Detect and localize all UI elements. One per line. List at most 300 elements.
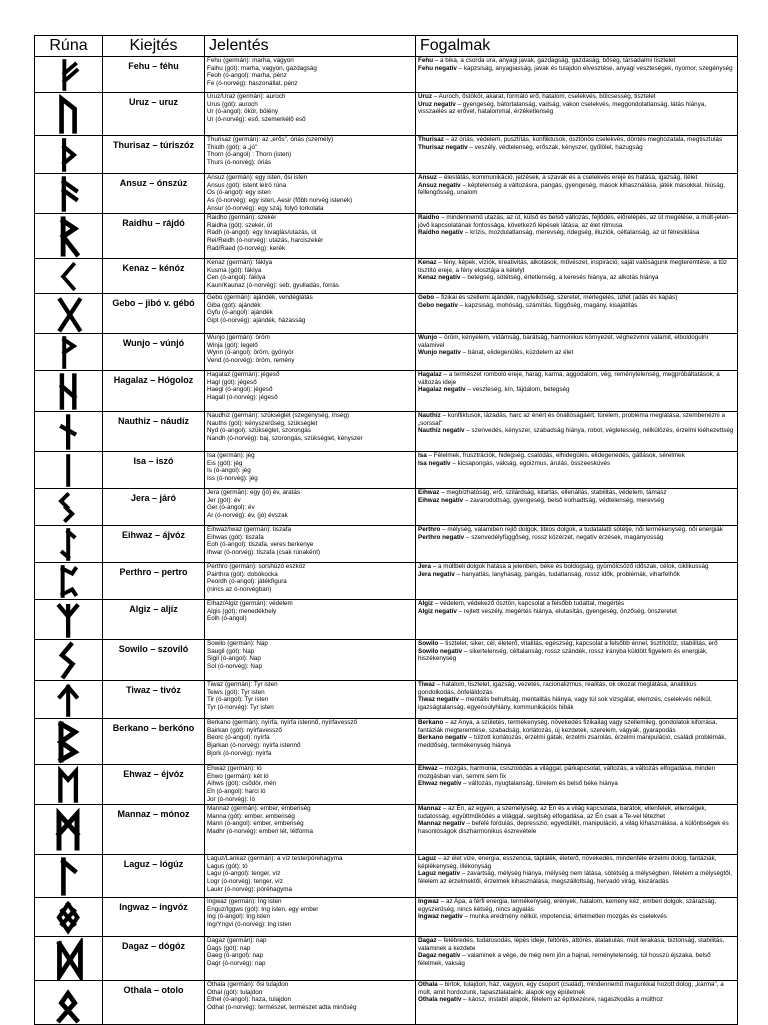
rune-cell <box>35 412 103 452</box>
concepts-cell <box>416 898 738 937</box>
meaning-line: Ansus (gót): istent leíró rúna <box>207 181 287 189</box>
rune-cell <box>35 489 103 526</box>
concepts-cell <box>416 937 738 981</box>
meaning-line: Mann (ó-angol): ember, emberiség <box>207 820 304 828</box>
rune-cell <box>35 600 103 640</box>
header-runa: Rúna <box>35 36 103 57</box>
pronunciation-cell: Mannaz – mónoz <box>103 805 205 855</box>
rune-table-sheet <box>34 35 737 1025</box>
concept-negative: Kenaz negatív – betegség, sötétség, értetlenség, a keresés hiánya, az alkotás hiánya <box>418 274 659 282</box>
concept-positive: Kenaz – fény, képek, víziók, kreativitás, alkotások, művészet, inspiráció, saját valóságunk megteremtése, a tűz tisztító ereje, a fény elosztája a kételyt <box>418 259 727 274</box>
meaning-line: Faihu (gót): marha, vagyon, gazdagság <box>207 64 317 72</box>
pronunciation-cell: Uruz – uruz <box>103 93 205 136</box>
meaning-line: Madhr (ó-norvég): emberi lét, létforma <box>207 827 314 835</box>
meaning-line: Ansur (ó-norvég): egy száj, folyó torkolata <box>207 204 324 212</box>
gebo-rune-icon <box>35 295 102 333</box>
meaning-line: Laguz/Lankaz (germán): a víz teste/pórehagyma <box>207 855 343 862</box>
meaning-line: Ehwaz (germán): ló <box>207 765 262 772</box>
meaning-line: Wunjo (germán): öröm <box>207 334 270 341</box>
table-row <box>35 937 738 981</box>
meaning-line: Ehwo (germán): két ló <box>207 772 269 780</box>
concept-negative: Sowilo negatív – sikertelenség, céltalanság, rossz szándék, rossz irányba küldött figyelem és energiák, hiszékenység <box>418 647 708 663</box>
meaning-line: Sowilo (germán): Nap <box>207 640 268 647</box>
dagaz-rune-icon <box>35 938 102 980</box>
table-row <box>35 412 738 452</box>
concept-negative: Raidho negatív – krízis, mozdulatlanság, merevség, ridegség, illuziók, céltalanság, az út félresiklása <box>418 229 700 237</box>
concepts-cell <box>416 600 738 640</box>
pronunciation-cell: Nauthiz – náudíz <box>103 412 205 452</box>
pronunciation-cell: Jera – járó <box>103 489 205 526</box>
rune-cell <box>35 937 103 981</box>
header-jelentes: Jelentés <box>205 36 416 57</box>
concept-negative: Othala negatív – káosz, instabil alapok, félelem az építkezésre, ragaszkodás a múlthoz <box>418 996 663 1004</box>
meaning-cell <box>205 489 416 526</box>
pronunciation-cell: Kenaz – kénóz <box>103 259 205 294</box>
table-row <box>35 93 738 136</box>
meaning-line: Raidha (gót): szekér, út <box>207 221 273 229</box>
meaning-line: Jor (ó-norvég): ló <box>207 795 255 803</box>
meaning-cell <box>205 719 416 765</box>
meaning-line: Eis (gót): jég <box>207 459 243 467</box>
table-row <box>35 489 738 526</box>
rune-cell <box>35 681 103 719</box>
concept-positive: Nauthiz – konfliktusok, lázadás, harc az énért és önállóságáért, türelem, probléma meglátása, szembenézni a „sorssal" <box>418 412 725 427</box>
meaning-cell <box>205 259 416 294</box>
othala-rune-icon <box>35 982 102 1024</box>
table-row <box>35 600 738 640</box>
meaning-line: Ur (ó-angol): ökör, bölény <box>207 108 279 116</box>
concept-positive: Uruz – Auroch, őstökör, akarat, formáló erő, hatalom, cselekvés, bölcsesség, tisztelet <box>418 93 656 100</box>
meaning-line: Thurs (ó-norvég): óriás <box>207 158 272 166</box>
concepts-cell <box>416 681 738 719</box>
meaning-cell <box>205 371 416 412</box>
meaning-line: Eoh (ó-angol): tiszafa, veres berkenye <box>207 541 314 549</box>
header-kiejtes: Kiejtés <box>103 36 205 57</box>
concept-positive: Eihwaz – megbízhatóság, erő, szilárdság, kitartás, ellenállás, stabilitás, védelem, támasz <box>418 489 667 496</box>
meaning-line: Tir (ó-angol): Tyr isten <box>207 696 269 704</box>
concept-positive: Algiz – védelem, védekező ösztön, kapcsolat a felsőbb tudattal, megértés <box>418 600 625 607</box>
table-row <box>35 259 738 294</box>
pronunciation-cell: Isa – iszó <box>103 452 205 489</box>
meaning-cell <box>205 294 416 334</box>
pronunciation-cell: Tiwaz – tivóz <box>103 681 205 719</box>
meaning-line: Feoh (ó-angol): marha, pénz <box>207 72 287 80</box>
meaning-cell <box>205 981 416 1025</box>
meaning-cell <box>205 93 416 136</box>
meaning-line: Giba (gót): ajándék <box>207 301 261 309</box>
ingwaz-rune-icon <box>35 899 102 936</box>
concept-negative: Gebo negatív – kapzsiság, mohóság, számítás, függőség, magány, kisajátítás <box>418 301 638 309</box>
rune-cell <box>35 57 103 93</box>
table-row <box>35 57 738 93</box>
meaning-line: Lagu (ó-angol): tenger, víz <box>207 870 281 878</box>
concept-positive: Isa – Félelmek, frusztrációk, hidegség, csalódás, elhidegülés, elidegenedés, gátlások, sérelmek <box>418 452 685 459</box>
concept-negative: Isa negatív – kicsapongás, vakság, egoizmus, árulás, összeesküvés <box>418 459 611 467</box>
concept-negative: Jera negatív – hanyatlás, lanyhaság, pangás, tudatlanság, rossz idők, problémák, viharfelhők <box>418 570 680 578</box>
meaning-line: Raidho (germán): szekér <box>207 214 277 221</box>
meaning-line: Kenaz (germán): fáklya <box>207 259 273 266</box>
pronunciation-cell: Gebo – jibó v. gébó <box>103 294 205 334</box>
pronunciation-cell: Othala – otolo <box>103 981 205 1025</box>
rune-cell <box>35 214 103 259</box>
rune-cell <box>35 136 103 174</box>
meaning-line: Berkano (germán): nyírfa, nyírfa istennő, nyírfavessző <box>207 719 358 726</box>
meaning-line: Jer (gót): év <box>207 496 241 504</box>
meaning-line: Eihwaz/Iwaz (germán): tiszafa <box>207 526 291 533</box>
meaning-line: Bairkan (gót): nyírfavessző <box>207 726 282 734</box>
pronunciation-cell: Thurisaz – túriszóz <box>103 136 205 174</box>
meaning-line: Iss (ó-norvég): jég <box>207 474 258 482</box>
meaning-line: Thorn (ó-angol) : Thorn (isten) <box>207 151 292 159</box>
concepts-cell <box>416 214 738 259</box>
rune-cell <box>35 855 103 898</box>
table-row <box>35 805 738 855</box>
concepts-cell <box>416 294 738 334</box>
rune-cell <box>35 526 103 563</box>
table-row <box>35 174 738 214</box>
ehwaz-rune-icon <box>35 766 102 804</box>
pronunciation-cell: Sowilo – szovíló <box>103 640 205 681</box>
meaning-cell <box>205 681 416 719</box>
meaning-line: Logr (ó-norvég): tenger, víz <box>207 877 283 885</box>
table-row <box>35 136 738 174</box>
concept-negative: Eihwaz negatív – zavarodottság, gyengeség, belső korhadtság, védtelenség, merevség <box>418 496 665 504</box>
table-row <box>35 640 738 681</box>
pronunciation-cell: Laguz – lógúz <box>103 855 205 898</box>
meaning-line: Gipt (ó-norvég): ajándék, házasság <box>207 316 306 324</box>
meaning-line: Saugil (gót): Nap <box>207 647 255 655</box>
meaning-line: Othala (germán): ősi tulajdon <box>207 981 289 988</box>
header-fogalmak: Fogalmak <box>416 36 738 57</box>
meaning-line: Os (ó-angol): egy isten <box>207 189 271 197</box>
meaning-line: Hagalaz (germán): jégeső <box>207 371 280 378</box>
kenaz-rune-icon <box>35 260 102 293</box>
hagalaz-rune-icon <box>35 372 102 411</box>
table-row <box>35 452 738 489</box>
meaning-line: Manna (gót): ember, emberiség <box>207 812 295 820</box>
pronunciation-cell: Dagaz – dógóz <box>103 937 205 981</box>
meaning-line: Enguz/Iggws (gót): Ing isten, egy ember <box>207 905 319 913</box>
concepts-cell <box>416 412 738 452</box>
nauthiz-rune-icon <box>35 413 102 451</box>
meaning-line: Thurisaz (germán): az „erős", óriás (személy) <box>207 136 334 143</box>
meaning-line: Eihwas (gót): tiszafa <box>207 533 264 541</box>
rune-cell <box>35 174 103 214</box>
meaning-line: Sigil (ó-angol): Nap <box>207 655 261 663</box>
concept-negative: Nauthiz negatív – szenvedés, kényszer, szabadság hiánya, robot, végletesség, nélkülözés, érzelmi kiéhezettség <box>418 427 734 435</box>
meaning-line: Algis (gót): menedékhely <box>207 607 277 615</box>
pronunciation-cell: Perthro – pertro <box>103 563 205 600</box>
algiz-rune-icon <box>35 601 102 639</box>
meaning-cell <box>205 452 416 489</box>
table-row <box>35 294 738 334</box>
concept-negative: Uruz negatív – gyengeség, bátortalanság, vadság, vakon cselekvés, meggondolatlanság, látás hiánya, visszaélés az erővel, hatalommal, érzéketlenség <box>418 100 707 116</box>
meaning-line: Ing (ó-angol): Ing isten <box>207 913 271 921</box>
meaning-line: Ingwaz (germán): Ing isten <box>207 898 282 905</box>
meaning-cell <box>205 214 416 259</box>
concepts-cell <box>416 334 738 371</box>
laguz-rune-icon <box>35 856 102 897</box>
concept-positive: Thurisaz – az óriás, védelem, pusztítás, konfliktusok, ösztönös cselekvés, döntés meghozatala, megtisztulás <box>418 136 723 143</box>
concept-negative: Hagalaz negatív – veszteség, kín, fájdalom, betegség <box>418 386 570 394</box>
meaning-cell <box>205 898 416 937</box>
pronunciation-cell: Ansuz – ónszúz <box>103 174 205 214</box>
meaning-line: Naudhiz (germán): szükséglet (szegénység, ínség) <box>207 412 350 419</box>
rune-cell <box>35 640 103 681</box>
meaning-line: Peordh (ó-angol): játékfigura <box>207 578 287 586</box>
rune-cell <box>35 719 103 765</box>
concepts-cell <box>416 57 738 93</box>
perthro-rune-icon <box>35 564 102 599</box>
table-header-row <box>35 36 738 57</box>
concepts-cell <box>416 259 738 294</box>
meaning-line: Wynn (ó-angol): öröm, gyönyör <box>207 349 294 357</box>
concept-negative: Berkano negatív – túlzott korlátozás, érzelmi gátak, érzelmi zsarolás, érzelmi manipuláció, családi problémák, meddőség, termékenység hiánya <box>418 734 727 749</box>
raidhu-rune-icon <box>35 215 102 258</box>
meaning-line: Dags (gót): nap <box>207 944 251 952</box>
meaning-line: Bjork (ó-norvég): nyírfa <box>207 749 272 757</box>
concept-negative: Tiwaz negatív – mentális behultság, mentalitás hiánya, vagy túl sok vizsgálat, elemzés, cselekvés nélkül, igazságtalanság, egyensúlyhiány, kommunikációs hibák <box>418 696 712 711</box>
meaning-line: Haegl (ó-angol): jégeső <box>207 386 273 394</box>
meaning-line: Tyr (ó-norvég): Tyr isten <box>207 703 274 711</box>
meaning-line: Ing/Yngvi (ó-norvég): Ing isten <box>207 920 292 928</box>
rune-cell <box>35 259 103 294</box>
meaning-line: Ihwar (ó-norvég): tiszafa (csak rúnaként) <box>207 548 321 556</box>
meaning-cell <box>205 855 416 898</box>
concepts-cell <box>416 452 738 489</box>
concepts-cell <box>416 489 738 526</box>
concept-positive: Berkano – az Anya, a születés, termékenység, növekedés fizikailag vagy szellemileg, gondolatok kiforrása, fantáziák megteremtése, szabadság, korlátozás, új kezdetek, szerelem, vágyak, gyarapodás <box>418 719 718 734</box>
fehu-rune-icon <box>35 58 102 92</box>
meaning-line: Hagl (gót): jégeső <box>207 378 257 386</box>
rune-cell <box>35 334 103 371</box>
meaning-line: Odhal (ó-norvég): természet, természet adta minőség <box>207 1003 357 1011</box>
tiwaz-rune-icon <box>35 682 102 718</box>
uruz-rune-icon <box>35 94 102 135</box>
concept-negative: Algiz negatív – rejtett veszély, megértés hiánya, elutasítás, gyengeség, önzőség, önszeretet <box>418 607 677 615</box>
concept-positive: Mannaz – az Én, az egyén, a személyiség, az Én és a világ kapcsolata, barátok, ellenfelek, ellenségek, tudatosság, együttműködés a világgal, segítség elfogadása, az Én csak a Te-vel létezhet <box>418 805 707 820</box>
table-row <box>35 371 738 412</box>
meaning-line: Ur (ó-norvég): eső, szemerkélő eső <box>207 115 306 123</box>
meaning-line: Eolh (ó-angol) <box>207 615 247 623</box>
meaning-cell <box>205 805 416 855</box>
meaning-line: Kusma (gót): fáklya <box>207 266 262 274</box>
pronunciation-cell: Fehu – féhu <box>103 57 205 93</box>
concept-negative: Fehu negatív – kapzsiság, anyagiasság, javak és tulajdon elvesztése, anyagi veszteségek, nyomor, szegénység <box>418 64 733 72</box>
meaning-line: Thiuth (gót): a „jó" <box>207 143 258 151</box>
meaning-line: Cen (ó-angol): fáklya <box>207 274 266 282</box>
table-row <box>35 681 738 719</box>
ansuz-rune-icon <box>35 175 102 213</box>
meaning-line: Rad/Raed (ó-norvég): kerék <box>207 244 286 252</box>
meaning-line: Nyd (ó-angol): szükséglet, szorongás <box>207 427 311 435</box>
table-row <box>35 765 738 805</box>
concepts-cell <box>416 563 738 600</box>
rune-cell <box>35 805 103 855</box>
meaning-cell <box>205 640 416 681</box>
meaning-line: Isa (germán): jég <box>207 452 255 459</box>
meaning-line: Pairthra (gót): dobókocka <box>207 570 278 578</box>
meaning-line: Perthro (germán): sorshúzó eszköz <box>207 563 306 570</box>
concept-negative: Dagaz negatív – valaminek a vége, de még nem jön a hajnal, reménytelenség, túl hosszú éjszaka, belső félelmek, vakság <box>418 952 711 967</box>
concept-negative: Perthro negatív – szenvedélyfüggőség, rossz közérzet, negatív érzések, magányosság <box>418 533 664 541</box>
meaning-line: Dagr (ó-norvég): nap <box>207 959 266 967</box>
meaning-cell <box>205 412 416 452</box>
rune-cell <box>35 765 103 805</box>
concepts-cell <box>416 174 738 214</box>
meaning-line: Nandh (ó-norvég): baj, szorongás, szükséglet, kényszer <box>207 434 363 442</box>
meaning-line: Nauths (gót): kényszerűség, szükséglet <box>207 419 318 427</box>
concepts-cell <box>416 371 738 412</box>
concepts-cell <box>416 981 738 1025</box>
meaning-line: Lagus (gót): tó <box>207 862 248 870</box>
rune-cell <box>35 563 103 600</box>
concept-positive: Hagalaz – a természet romboló ereje, harag, karma, aggodalom, vég, reménytelenség, megpróbáltatások, a változás ideje <box>418 371 720 386</box>
meaning-line: Jera (germán): egy (jó) év, aratás <box>207 489 300 496</box>
meaning-cell <box>205 765 416 805</box>
concept-positive: Ingwaz – az Apa, a férfi energia, termékenység, erények, hatalom, kemény kéz, emberi dolgok, szárazság, egyszerűség, nincs kétség, nincs agyalás <box>418 898 717 913</box>
table-row <box>35 214 738 259</box>
concept-negative: Thurisaz negatív – veszély, védtelenség, erőszak, kényszer, gyűlölet, hazugság <box>418 143 643 151</box>
meaning-line: Sol (ó-norvég): Nap <box>207 662 262 670</box>
eihwaz-rune-icon <box>35 527 102 562</box>
concepts-cell <box>416 93 738 136</box>
concept-positive: Ehwaz – mozgás, harmonia, csiszolódás a világgal, párkapcsolat, változás, a változás elfogadása, minden mozgásban van, semmi sem fix <box>418 765 716 780</box>
meaning-line: Ethel (ó-angol): haza, tulajdon <box>207 996 292 1004</box>
table-row <box>35 981 738 1025</box>
pronunciation-cell: Ingwaz – ingvóz <box>103 898 205 937</box>
meaning-line: Ansuz (germán): egy isten, ősi isten <box>207 174 308 181</box>
meaning-cell <box>205 57 416 93</box>
thurisaz-rune-icon <box>35 137 102 173</box>
concept-positive: Ansuz – éleslátás, kommunikáció, jelzések, a szavak és a cselekvés ereje és hatása, igazság, ítélet <box>418 174 698 181</box>
rune-cell <box>35 371 103 412</box>
meaning-cell <box>205 526 416 563</box>
meaning-line: Hagall (ó-norvég): jégeső <box>207 393 278 401</box>
meaning-cell <box>205 136 416 174</box>
meaning-line: Winja (gót): legelő <box>207 341 258 349</box>
concept-negative: Ingwaz negatív – munka eredmény nélkül, impotencia, értelmetlen mozgás és cselekvés <box>418 913 667 921</box>
rune-cell <box>35 294 103 334</box>
rune-cell <box>35 452 103 489</box>
meaning-line: Urus (gót): auroch <box>207 100 258 108</box>
meaning-line: Laukr (ó-norvég): póréhagyma <box>207 885 293 893</box>
concept-positive: Jera – a múltbeli dolgok hatása a jelenben, béke és boldogság, gyümölcsöző időszak, célok, ciklikusság <box>418 563 709 570</box>
meaning-line: (nincs az ó-norvégban) <box>207 585 272 593</box>
meaning-cell <box>205 937 416 981</box>
pronunciation-cell: Berkano – berkóno <box>103 719 205 765</box>
wunjo-rune-icon <box>35 335 102 370</box>
pronunciation-cell: Algiz – aljíz <box>103 600 205 640</box>
meaning-cell <box>205 600 416 640</box>
table-row <box>35 334 738 371</box>
meaning-line: Gebo (germán): ajándék, vendéglátás <box>207 294 313 301</box>
meaning-cell <box>205 174 416 214</box>
meaning-line: Fehu (germán): marha, vagyon <box>207 57 294 64</box>
meaning-line: Aihws (gót): csődör, mén <box>207 780 277 788</box>
table-row <box>35 526 738 563</box>
concept-negative: Ansuz negatív – képtelenség a változásra, pangás, gyengeség, mások kihasználása, játék másokkal, hiúság, fellengősség, unalom <box>418 181 725 197</box>
meaning-line: Kaun/Kaunaz (ó-norvég): seb, gyulladás, forrás <box>207 281 339 289</box>
concept-positive: Sowilo – tisztelet, siker, cél, életerő, vitalitás, egészség, kapcsolat a felsőbb énnel, tisztítótűz, stabilitás, erő <box>418 640 718 647</box>
pronunciation-cell: Raidhu – rájdó <box>103 214 205 259</box>
rune-cell <box>35 898 103 937</box>
meaning-line: Uruz/Uraz (germán): auroch <box>207 93 286 100</box>
meaning-line: Is (ó-angol): jég <box>207 467 251 475</box>
concept-positive: Dagaz – felébredés, tudatosodás, lépés ideje, feltörés, áttörés, átalakulás, múlt lerakása, biztonság, stabilitás, valaminek a kezdete <box>418 937 725 952</box>
sowilo-rune-icon <box>35 641 102 680</box>
concepts-cell <box>416 719 738 765</box>
concept-positive: Wunjo – öröm, kényelem, vidámság, barátság, harmonikus környezet, véghezvinni valamit, elboldogulni valamivel <box>418 334 709 349</box>
pronunciation-cell: Wunjo – vúnjó <box>103 334 205 371</box>
concept-positive: Laguz – az élet vize, energia, esszencia, táplálék, életerő, növekedés, mindenféle érzelmi dolog, fantáziák, képlékenység, illékonyság <box>418 855 717 870</box>
pronunciation-cell: Hagalaz – Hógoloz <box>103 371 205 412</box>
meaning-line: Radh (ó-angol): egy lovaglás/utazás, út <box>207 229 317 237</box>
meaning-line: Rei/Reidh (ó-norvég): utazás, harciszekér <box>207 236 324 244</box>
meaning-line: Eh (ó-angol): harci ló <box>207 787 266 795</box>
table-row <box>35 898 738 937</box>
jera-rune-icon <box>35 490 102 525</box>
concepts-cell <box>416 855 738 898</box>
meaning-line: Teiws (gót): Tyr isten <box>207 688 265 696</box>
table-row <box>35 855 738 898</box>
concepts-cell <box>416 640 738 681</box>
meaning-line: Daeg (ó-angol): nap <box>207 952 264 960</box>
concept-positive: Fehu – a bika, a csorda ura, anyagi javak, gazdagság, gazdaság, bőség, társadalmi tisztelet <box>418 57 676 64</box>
meaning-line: Othal (gót): tulajdon <box>207 988 263 996</box>
meaning-line: Bjarkan (ó-norvég): nyírfa istennő <box>207 741 301 749</box>
concept-positive: Othala – birtok, tulajdon, ház, vagyon, egy csoport (család), mindennemű magunkkal hozott dolog, „karma", a múlt, amit hordozunk, tapasztalataink, alapok egy épületnek <box>418 981 724 996</box>
meaning-line: Beorc (ó-angol): nyírfa <box>207 734 270 742</box>
concept-negative: Ehwaz negatív – változás, nyugtalanság, türelem és belső béke hiánya <box>418 780 618 788</box>
meaning-line: Elhaz/Algiz (germán): védelem <box>207 600 293 607</box>
meaning-line: Ar (ó-norvég): év, (jó) évszak <box>207 511 288 519</box>
meaning-cell <box>205 334 416 371</box>
pronunciation-cell: Ehwaz – éjvóz <box>103 765 205 805</box>
concept-positive: Tiwaz – hatalom, tisztelet, igazság, vezetés, racionalizmus, realitás, ok okozat meglátása, analitikus gondolkodás, önfeláldozás <box>418 681 697 696</box>
meaning-line: Vend (ó-norvég): öröm, remény <box>207 356 295 364</box>
concept-positive: Gebo – fizikai és szellemi ajándék, nagylelkűség, szeretet, mérlegelés, üzlet (adás és kapás) <box>418 294 678 301</box>
concept-positive: Raidho – mindennemű utazás, az út, külső és belső változás, fejlődés, előrelépés, az út megélése, a múlt-jelen-jövő kapcsolatának fontossága, következő lépések látása, az élet ritmusa <box>418 214 731 229</box>
meaning-line: Gyfu (ó-angol): ajándék <box>207 309 273 317</box>
concepts-cell <box>416 765 738 805</box>
concept-negative: Laguz negatív – zavartság, mélység hiánya, mélység nem látása, sötétség a mélységben, félelem a mélységtől, félelem az érzelmektől, érzelmek kihasználása, megszállottság, hervadó virág, kiszáradás <box>418 870 732 885</box>
meaning-line: Tiwaz (germán): Tyr isten <box>207 681 278 688</box>
meaning-line: Mannaz (germán): ember, emberiség <box>207 805 311 812</box>
concepts-cell <box>416 805 738 855</box>
berkano-rune-icon <box>35 720 102 764</box>
concept-negative: Mannaz negatív – befelé fordulás, depresszió, egyedüllét, manipuláció, a világ kihasználása, a különbségek és hasonlóságok diszharmonikus észrevétele <box>418 820 729 835</box>
meaning-line: Ger (ó-angol): év <box>207 504 255 512</box>
isa-rune-icon <box>35 453 102 488</box>
mannaz-rune-icon <box>35 808 102 852</box>
table-row <box>35 719 738 765</box>
concepts-cell <box>416 136 738 174</box>
meaning-cell <box>205 563 416 600</box>
concepts-cell <box>416 526 738 563</box>
rune-table <box>34 35 738 1025</box>
meaning-line: As (ó-norvég): egy isten, Aesir (főbb norvég istenek) <box>207 196 353 204</box>
meaning-line: Fe (ó-norvég): haszonállat, pénz <box>207 79 298 87</box>
rune-cell <box>35 93 103 136</box>
rune-cell <box>35 981 103 1025</box>
pronunciation-cell: Eihwaz – ájvóz <box>103 526 205 563</box>
rune-table-body <box>35 57 738 1025</box>
concept-negative: Wunjo negatív – bánat, elidegenülés, küzdelem az élet <box>418 349 574 357</box>
concept-positive: Perthro – mélység, valamiben rejlő dolgok, titkos dolgok, a tudatalatti sötétje, női termékenység, női energiák <box>418 526 723 533</box>
meaning-line: Dagaz (germán): nap <box>207 937 267 944</box>
table-row <box>35 563 738 600</box>
